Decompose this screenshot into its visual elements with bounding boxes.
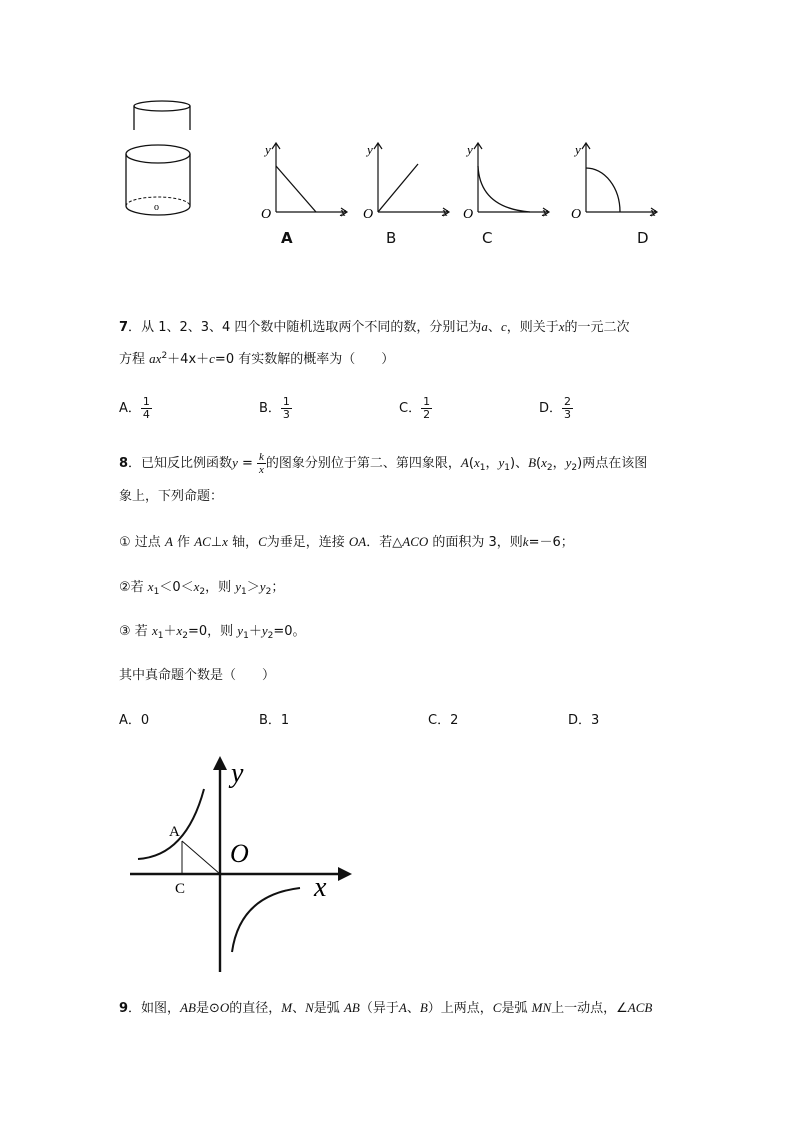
point-a-label: A xyxy=(169,824,180,840)
origin-label: O xyxy=(571,207,582,222)
q8-choice-d[interactable]: D．3 xyxy=(568,713,600,728)
axis-y-label: y xyxy=(367,142,373,157)
q8-proposition-3: ③ 若 $x_1+x_2=0$，则 $y_1+y_2=0$。 xyxy=(119,623,306,641)
axis-x-label: x xyxy=(442,204,448,219)
point-c-label: C xyxy=(175,881,186,897)
q7-number: 7 xyxy=(119,320,129,335)
axis-y-label: y xyxy=(575,142,581,157)
q9-line-1: 9．如图，AB是⊙O的直径，M、N是弧 AB（异于A、B）上两点，C是弧 MN上一动点，∠ACB xyxy=(119,1000,653,1016)
axis-x-label: x xyxy=(650,204,656,219)
q7-choice-a[interactable]: A． $\frac{1}{4}$ xyxy=(119,395,150,421)
axis-x-label: x xyxy=(314,872,327,903)
graph-option-c xyxy=(458,138,558,228)
q8-line-1: 8．已知反比例函数y = $\frac{k}{x}$ 的图象分别位于第二、第四象限，$A(x_1$，$y_1$)、$B(x_2$，$y_2$)两点在该图 xyxy=(119,451,648,476)
hyperbola-figure xyxy=(124,752,354,977)
cylinder-center-label: o xyxy=(154,202,159,213)
q8-choice-a[interactable]: A．0 xyxy=(119,713,150,728)
q7-choice-d[interactable]: D． $\frac{2}{3}$ xyxy=(539,395,572,421)
q7-line-1: 7．从 1、2、3、4 四个数中随机选取两个不同的数，分别记为a、c，则关于x的一元二次 xyxy=(119,319,630,335)
origin-o-label: O xyxy=(230,839,249,868)
graph-option-d xyxy=(566,138,666,228)
origin-label: O xyxy=(261,207,272,222)
option-b-label: B xyxy=(386,229,397,247)
q8-proposition-2: ②若 $x_1<0<x_2$，则 $y_1>y_2$； xyxy=(119,579,285,597)
axis-x-label: x xyxy=(542,204,548,219)
origin-label: O xyxy=(363,207,374,222)
q8-proposition-1: ① 过点 A 作 AC⊥x 轴，C为垂足，连接 OA．若△ACO 的面积为 3，则k=－6； xyxy=(119,534,574,550)
graph-option-b xyxy=(358,138,458,228)
axis-y-label: y xyxy=(231,758,244,789)
cylinder-figure xyxy=(118,98,198,220)
graph-option-a xyxy=(256,138,356,228)
option-d-label: D xyxy=(637,229,649,247)
q7-choice-b[interactable]: B． $\frac{1}{3}$ xyxy=(259,395,290,421)
option-a-label: A xyxy=(281,229,293,247)
axis-x-label: x xyxy=(340,204,346,219)
q8-choice-b[interactable]: B．1 xyxy=(259,713,290,728)
q8-choice-c[interactable]: C．2 xyxy=(428,713,459,728)
q8-question: 其中真命题个数是（ ） xyxy=(119,668,276,683)
q7-choice-c[interactable]: C． $\frac{1}{2}$ xyxy=(399,395,431,421)
option-c-label: C xyxy=(482,229,493,247)
origin-label: O xyxy=(463,207,474,222)
q8-line-2: 象上，下列命题： xyxy=(119,489,224,504)
q7-line-2: 方程 $ax^2+4x+c=0$ 有实数解的概率为（ ） xyxy=(119,351,395,367)
axis-y-label: y xyxy=(467,142,473,157)
axis-y-label: y xyxy=(265,142,271,157)
